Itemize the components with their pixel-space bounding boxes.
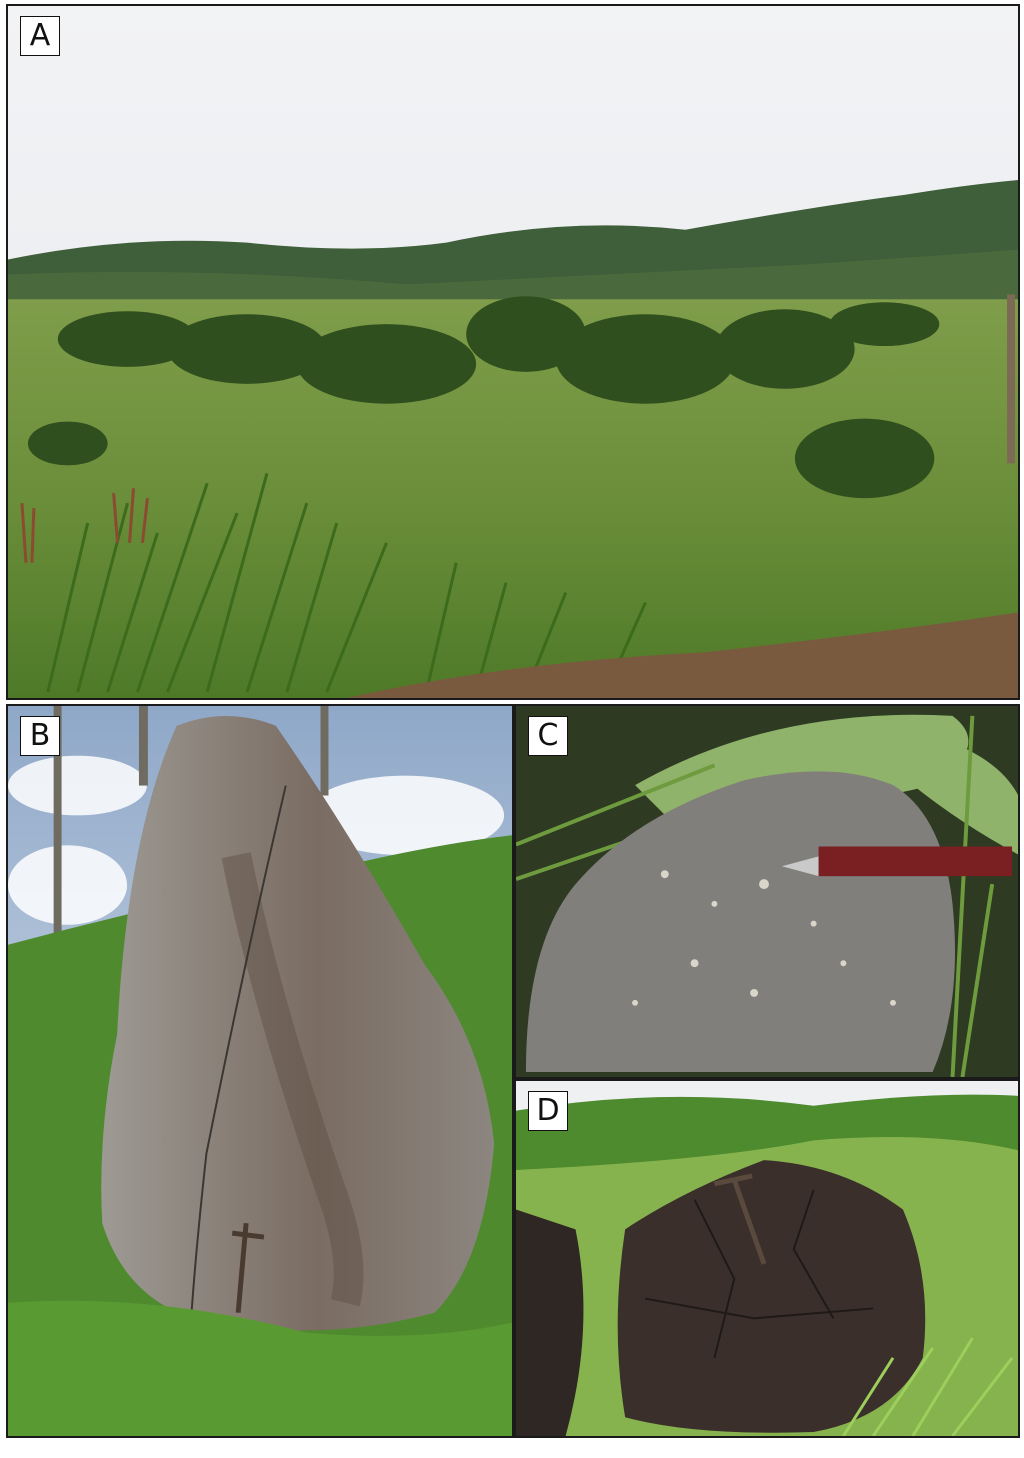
palm-trunk-center bbox=[139, 706, 148, 786]
panel-label-a: A bbox=[20, 16, 60, 56]
rock-closeup-illustration bbox=[516, 706, 1018, 1077]
panel-label-b: B bbox=[20, 716, 60, 756]
rock-left-edge bbox=[516, 1210, 583, 1436]
panel-c-rock-closeup-photo bbox=[514, 704, 1020, 1079]
panel-d-dark-rock-photo bbox=[514, 1079, 1020, 1438]
fence-post bbox=[1007, 294, 1015, 463]
panel-b-boulder-photo bbox=[6, 704, 514, 1438]
panel-label-d: D bbox=[528, 1091, 568, 1131]
boulder-illustration bbox=[8, 706, 512, 1436]
panel-a-landscape-photo bbox=[6, 4, 1020, 700]
panel-label-c: C bbox=[528, 716, 568, 756]
dark-rock-illustration bbox=[516, 1081, 1018, 1436]
palm-trunk-right bbox=[321, 706, 329, 796]
landscape-illustration bbox=[8, 6, 1018, 698]
